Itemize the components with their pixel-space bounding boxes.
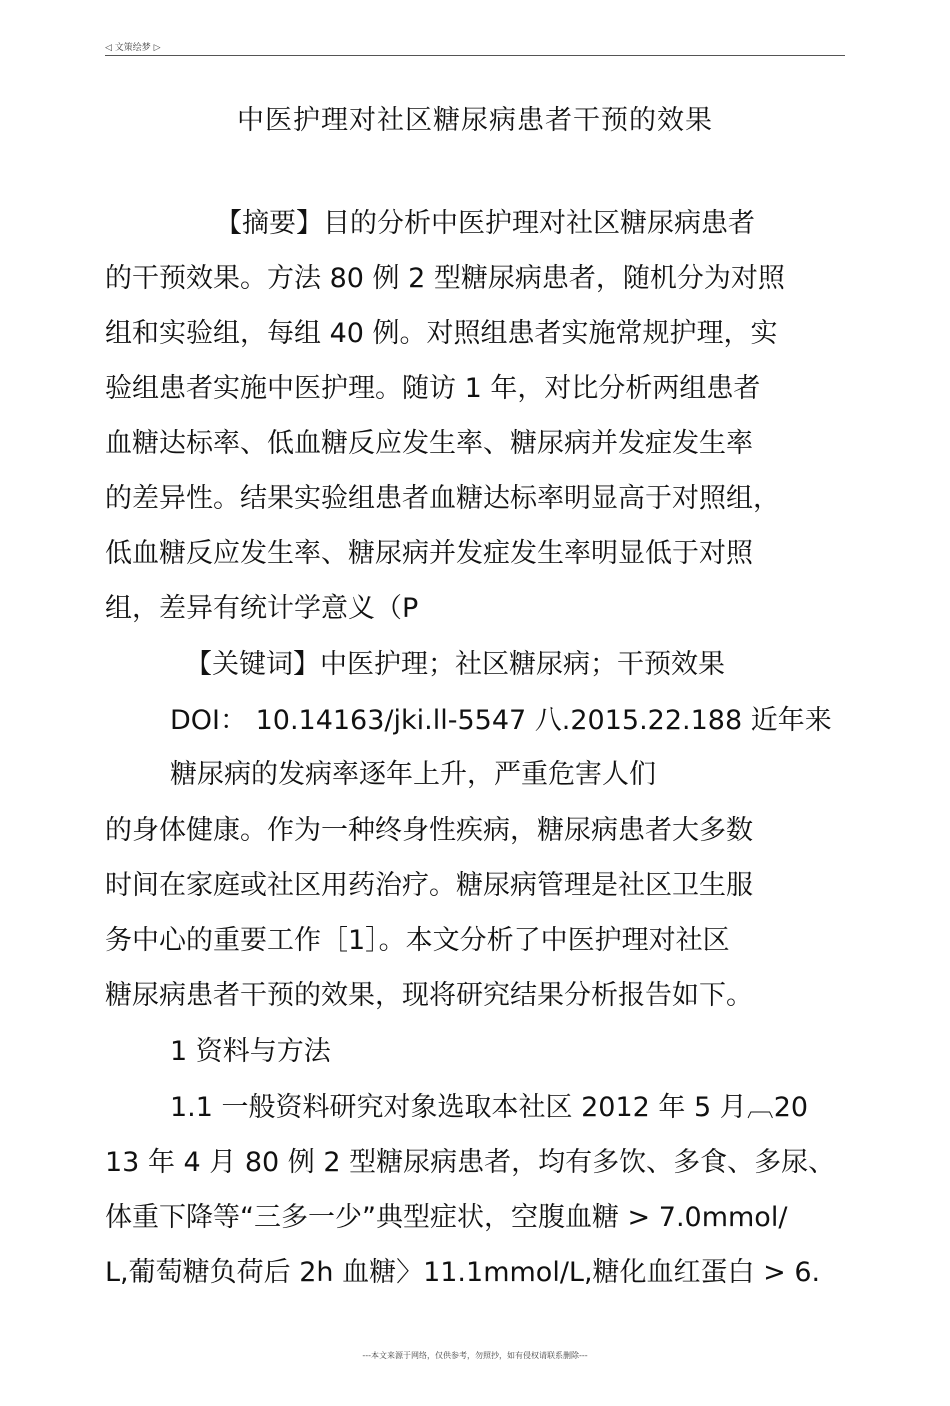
body-line-1: 糖尿病的发病率逐年上升，严重危害人们: [170, 759, 656, 790]
body-line-4: 务中心的重要工作［1］。本文分析了中医护理对社区: [105, 925, 730, 956]
abstract-line-4: 验组患者实施中医护理。随访 1 年，对比分析两组患者: [105, 373, 761, 404]
abstract-line-7: 低血糖反应发生率、糖尿病并发症发生率明显低于对照: [105, 538, 753, 569]
body-line-2: 的身体健康。作为一种终身性疾病，糖尿病患者大多数: [105, 815, 753, 846]
abstract-line-8: 组，差异有统计学意义（P: [105, 593, 419, 624]
abstract-line-3: 组和实验组，每组 40 例。对照组患者实施常规护理，实: [105, 318, 778, 349]
body-line-6: 1.1 一般资料研究对象选取本社区 2012 年 5 月︹20: [170, 1092, 809, 1123]
keywords-line: 【关键词】中医护理；社区糖尿病；干预效果: [185, 649, 725, 680]
body-line-3: 时间在家庭或社区用药治疗。糖尿病管理是社区卫生服: [105, 870, 753, 901]
document-header: ◁ 文策绘梦 ▷: [105, 43, 161, 53]
document-footer: ---本文来源于网络，仅供参考，勿照抄，如有侵权请联系删除---: [362, 1351, 588, 1360]
abstract-line-6: 的差异性。结果实验组患者血糖达标率明显高于对照组，: [105, 483, 780, 514]
abstract-line-1: 【摘要】目的分析中医护理对社区糖尿病患者: [215, 208, 755, 239]
doi-line: DOI： 10.14163/jki.ll-5547 八.2015.22.188 近年来: [170, 705, 832, 736]
abstract-line-5: 血糖达标率、低血糖反应发生率、糖尿病并发症发生率: [105, 428, 753, 459]
abstract-line-2: 的干预效果。方法 80 例 2 型糖尿病患者，随机分为对照: [105, 263, 785, 294]
section-heading-1: 1 资料与方法: [170, 1036, 331, 1067]
document-title: 中医护理对社区糖尿病患者干预的效果: [237, 105, 713, 136]
body-line-5: 糖尿病患者干预的效果，现将研究结果分析报告如下。: [105, 980, 753, 1011]
body-line-7: 13 年 4 月 80 例 2 型糖尿病患者，均有多饮、多食、多尿、: [105, 1147, 836, 1178]
body-line-9: L,葡萄糖负荷后 2h 血糖〉11.1mmol/L,糖化血红蛋白 > 6.: [105, 1257, 821, 1288]
body-line-8: 体重下降等“三多一少”典型症状，空腹血糖 > 7.0mmol/: [105, 1202, 788, 1233]
header-divider: [105, 55, 845, 56]
